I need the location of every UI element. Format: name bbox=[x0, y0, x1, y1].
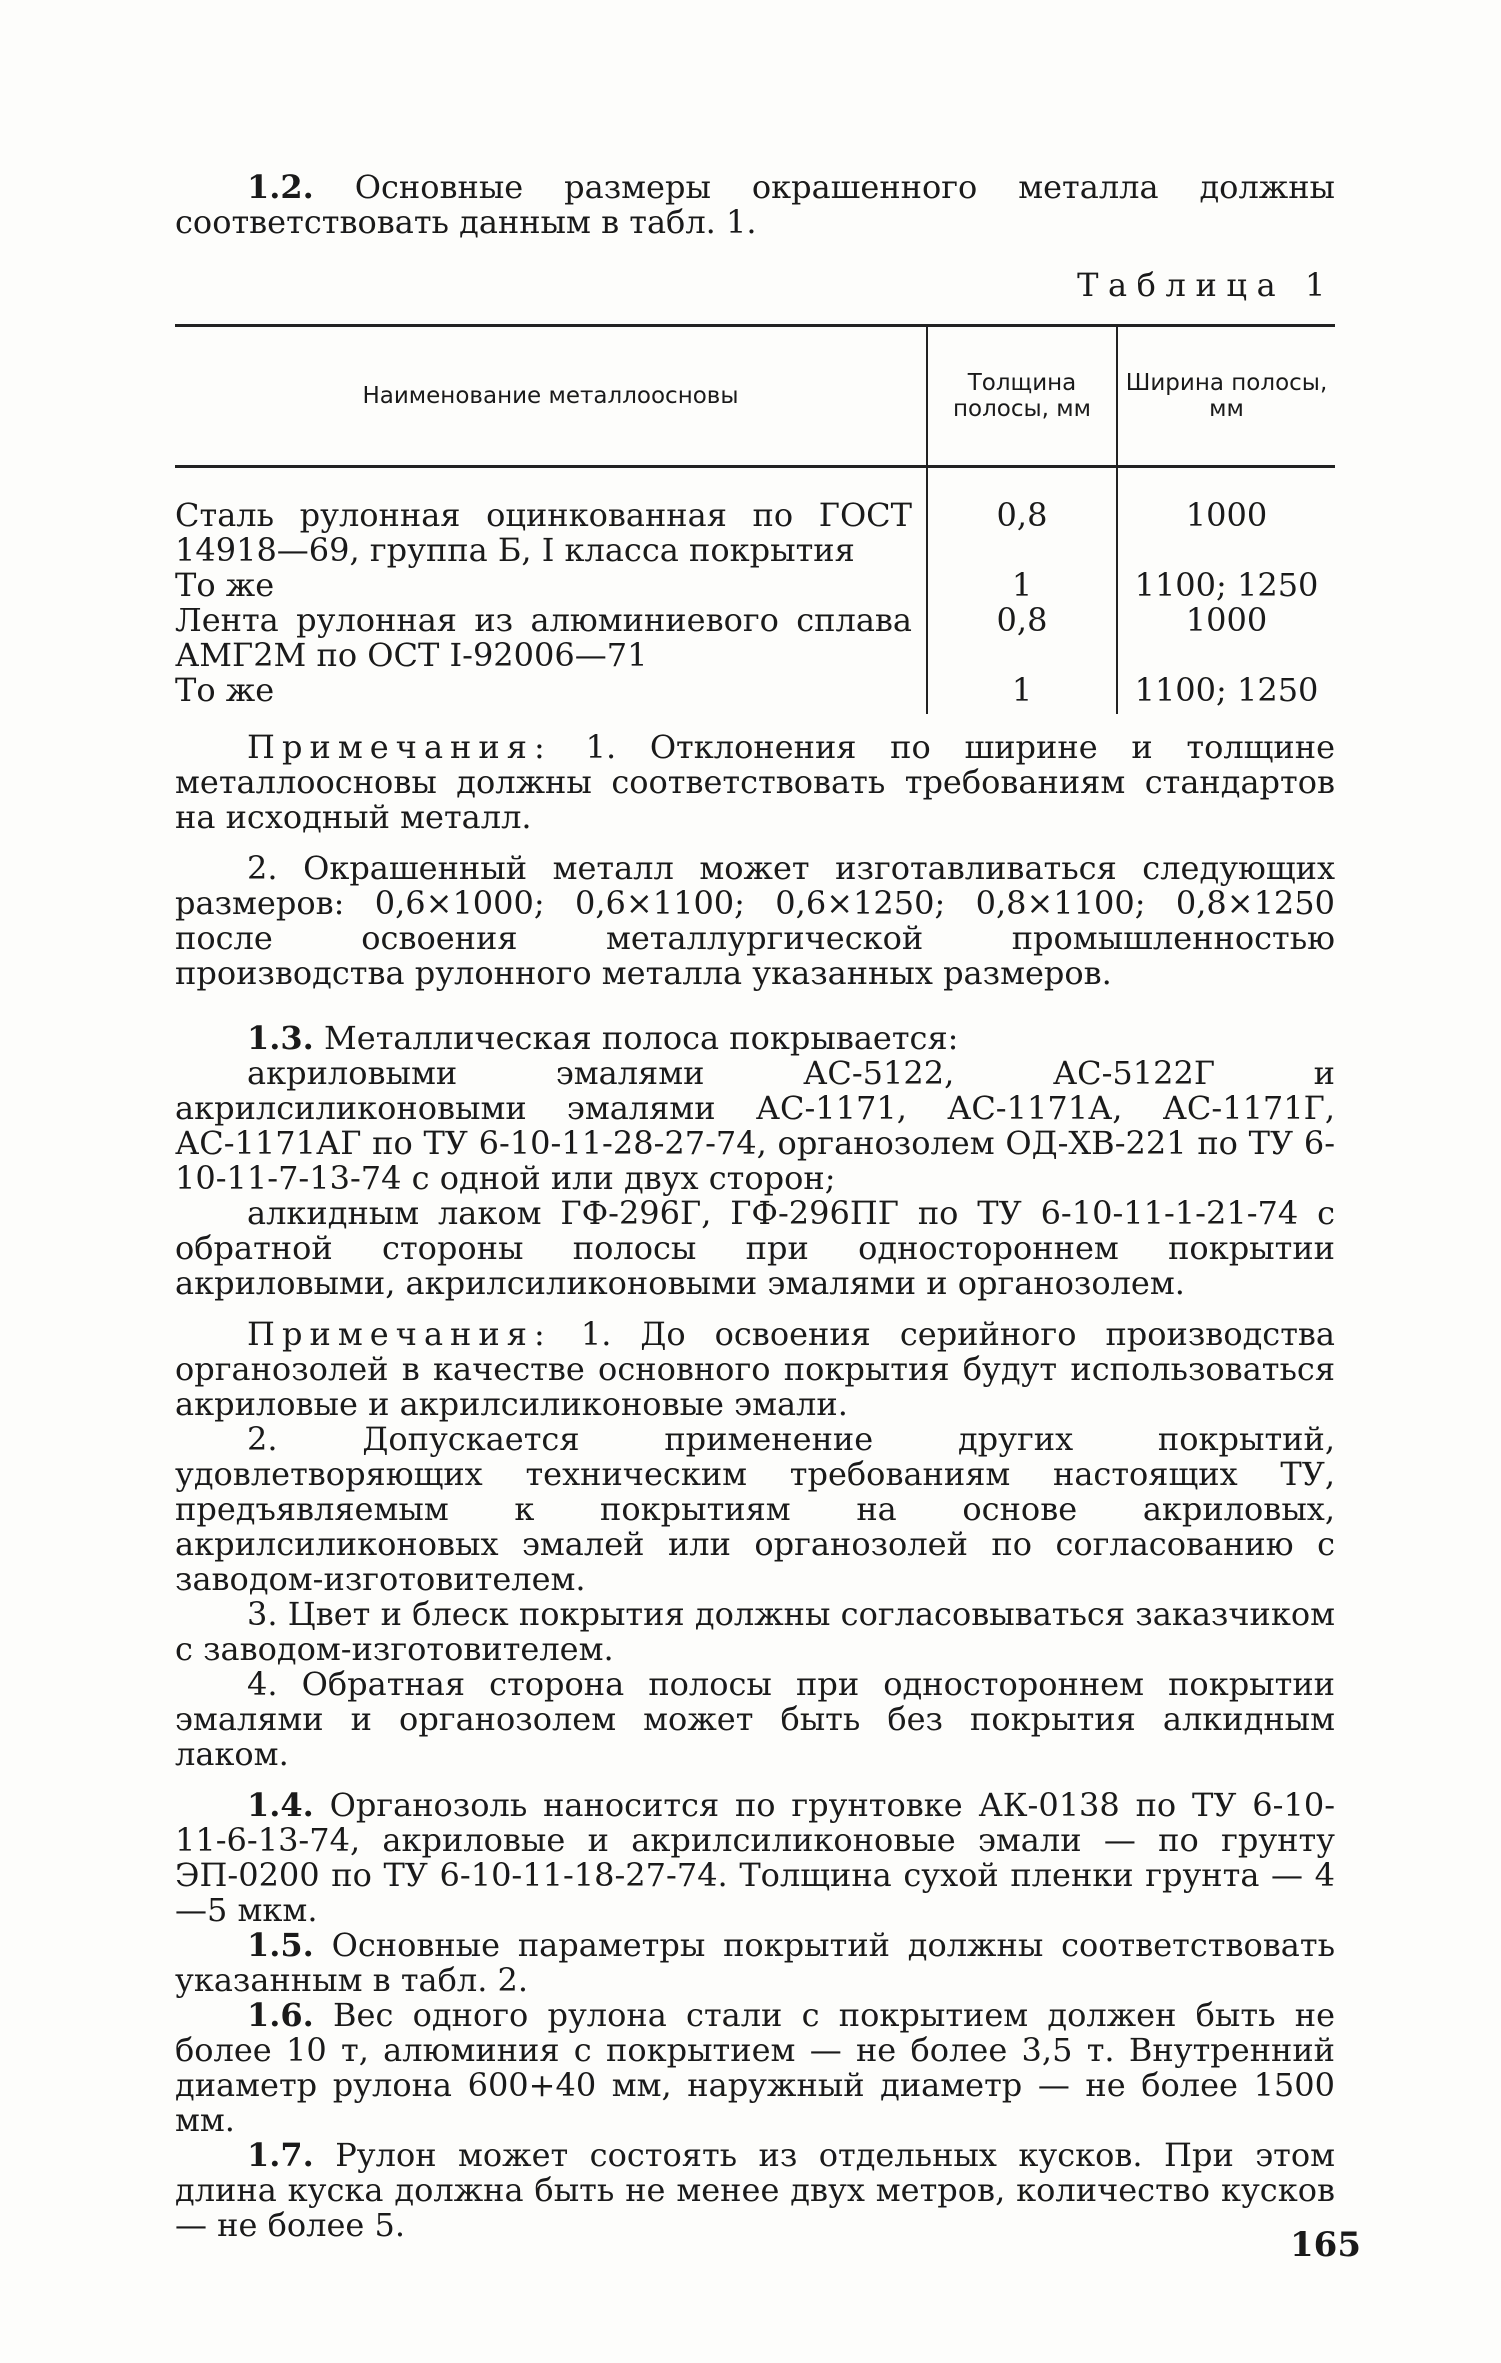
notes-label: Примечания: bbox=[247, 1315, 552, 1353]
section-number: 1.3. bbox=[247, 1019, 314, 1057]
section-1-3-p2: алкидным лаком ГФ-296Г, ГФ-296ПГ по ТУ 6-10-11-1-21-74 с обратной стороны полосы при одностороннем покрытии акриловыми, акрилсиликоновыми эмалями и органозолем. bbox=[175, 1194, 1335, 1302]
table-row bbox=[175, 673, 1335, 714]
notes-label: Примечания: bbox=[247, 728, 552, 766]
section-number: 1.7. bbox=[247, 2136, 314, 2174]
section-1-3 bbox=[175, 1021, 1335, 1056]
section-1-4 bbox=[175, 1788, 1335, 1928]
cell-thickness: 0,8 bbox=[927, 603, 1117, 673]
note-text: 1. Отклонения по ширине и толщине металлоосновы должны соответствовать требованиям стандартов на исходный металл. bbox=[175, 728, 1336, 836]
section-number: 1.4. bbox=[247, 1786, 314, 1824]
section-text: Основные размеры окрашенного металла должны соответствовать данным в табл. 1. bbox=[175, 168, 1335, 241]
section-1-5 bbox=[175, 1928, 1335, 1998]
section-1-7 bbox=[175, 2138, 1335, 2243]
note-text: 1. До освоения серийного производства органозолей в качестве основного покрытия будут использоваться акриловые и акрилсиликоновые эмали. bbox=[175, 1315, 1336, 1423]
header-width: Ширина полосы, мм bbox=[1117, 326, 1335, 467]
note-1-2: 2. Окрашенный металл может изготавливаться следующих размеров: 0,6×1000; 0,6×1100; 0,6×1250; 0,8×1100; 0,8×1250 после освоения металлургической промышленностью производства рулонного металла указанных размеров. bbox=[175, 849, 1335, 992]
cell-width: 1000 bbox=[1117, 603, 1335, 673]
section-text: Вес одного рулона стали с покрытием должен быть не более 10 т, алюминия с покрытием — не более 3,5 т. Внутренний диаметр рулона 600+40 мм, наружный диаметр — не более 1500 мм. bbox=[175, 1996, 1335, 2139]
cell-thickness: 1 bbox=[927, 568, 1117, 603]
cell-material: Сталь рулонная оцинкованная по ГОСТ 14918—69, группа Б, I класса покрытия bbox=[175, 496, 912, 569]
section-number: 1.2. bbox=[247, 168, 314, 206]
header-thickness: Толщина полосы, мм bbox=[927, 326, 1117, 467]
table-caption: Таблица 1 bbox=[1077, 266, 1335, 304]
table-1 bbox=[175, 324, 1335, 714]
section-number: 1.5. bbox=[247, 1926, 314, 1964]
cell-thickness: 0,8 bbox=[927, 467, 1117, 569]
section-text: Металлическая полоса покрывается: bbox=[313, 1019, 959, 1057]
table-row bbox=[175, 603, 1335, 673]
cell-width: 1100; 1250 bbox=[1117, 568, 1335, 603]
section-text: Рулон может состоять из отдельных кусков. При этом длина куска должна быть не менее двух метров, количество кусков — не более 5. bbox=[175, 2136, 1335, 2244]
note-1-1 bbox=[175, 730, 1335, 835]
spacer bbox=[175, 991, 1335, 1021]
cell-material: То же bbox=[175, 671, 275, 709]
cell-thickness: 1 bbox=[927, 673, 1117, 714]
section-text: Основные параметры покрытий должны соответствовать указанным в табл. 2. bbox=[175, 1926, 1335, 1999]
cell-width: 1000 bbox=[1117, 467, 1335, 569]
note-2-3: 3. Цвет и блеск покрытия должны согласовываться заказчиком с заводом-изготовителем. bbox=[175, 1595, 1335, 1668]
cell-width: 1100; 1250 bbox=[1117, 673, 1335, 714]
section-1-6 bbox=[175, 1998, 1335, 2138]
section-number: 1.6. bbox=[247, 1996, 314, 2034]
document-page bbox=[175, 170, 1335, 2243]
table-row bbox=[175, 467, 1335, 569]
section-1-2 bbox=[175, 170, 1335, 240]
section-1-3-p1: акриловыми эмалями АС-5122, АС-5122Г и акрилсиликоновыми эмалями АС-1171, АС-1171А, АС-1171Г, АС-1171АГ по ТУ 6-10-11-28-27-74, органозолем ОД-ХВ-221 по ТУ 6-10-11-7-13-74 с одной или двух сторон; bbox=[175, 1054, 1335, 1197]
table-header-row bbox=[175, 326, 1335, 467]
cell-material: То же bbox=[175, 566, 275, 604]
table-row bbox=[175, 568, 1335, 603]
note-2-2: 2. Допускается применение других покрытий, удовлетворяющих техническим требованиям настоящих ТУ, предъявляемым к покрытиям на основе акриловых, акрилсиликоновых эмалей или органозолей по согласованию с заводом-изготовителем. bbox=[175, 1420, 1335, 1598]
section-text: Органозоль наносится по грунтовке АК-0138 по ТУ 6-10-11-6-13-74, акриловые и акрилсиликоновые эмали — по грунту ЭП-0200 по ТУ 6-10-11-18-27-74. Толщина сухой пленки грунта — 4—5 мкм. bbox=[175, 1786, 1335, 1929]
cell-material: Лента рулонная из алюминиевого сплава АМГ2М по ОСТ I-92006—71 bbox=[175, 601, 912, 674]
header-material: Наименование металлоосновы bbox=[175, 326, 927, 467]
note-2-4: 4. Обратная сторона полосы при одностороннем покрытии эмалями и органозолем может быть без покрытия алкидным лаком. bbox=[175, 1665, 1335, 1773]
note-2-1 bbox=[175, 1317, 1335, 1422]
page-number: 165 bbox=[1290, 2225, 1361, 2265]
